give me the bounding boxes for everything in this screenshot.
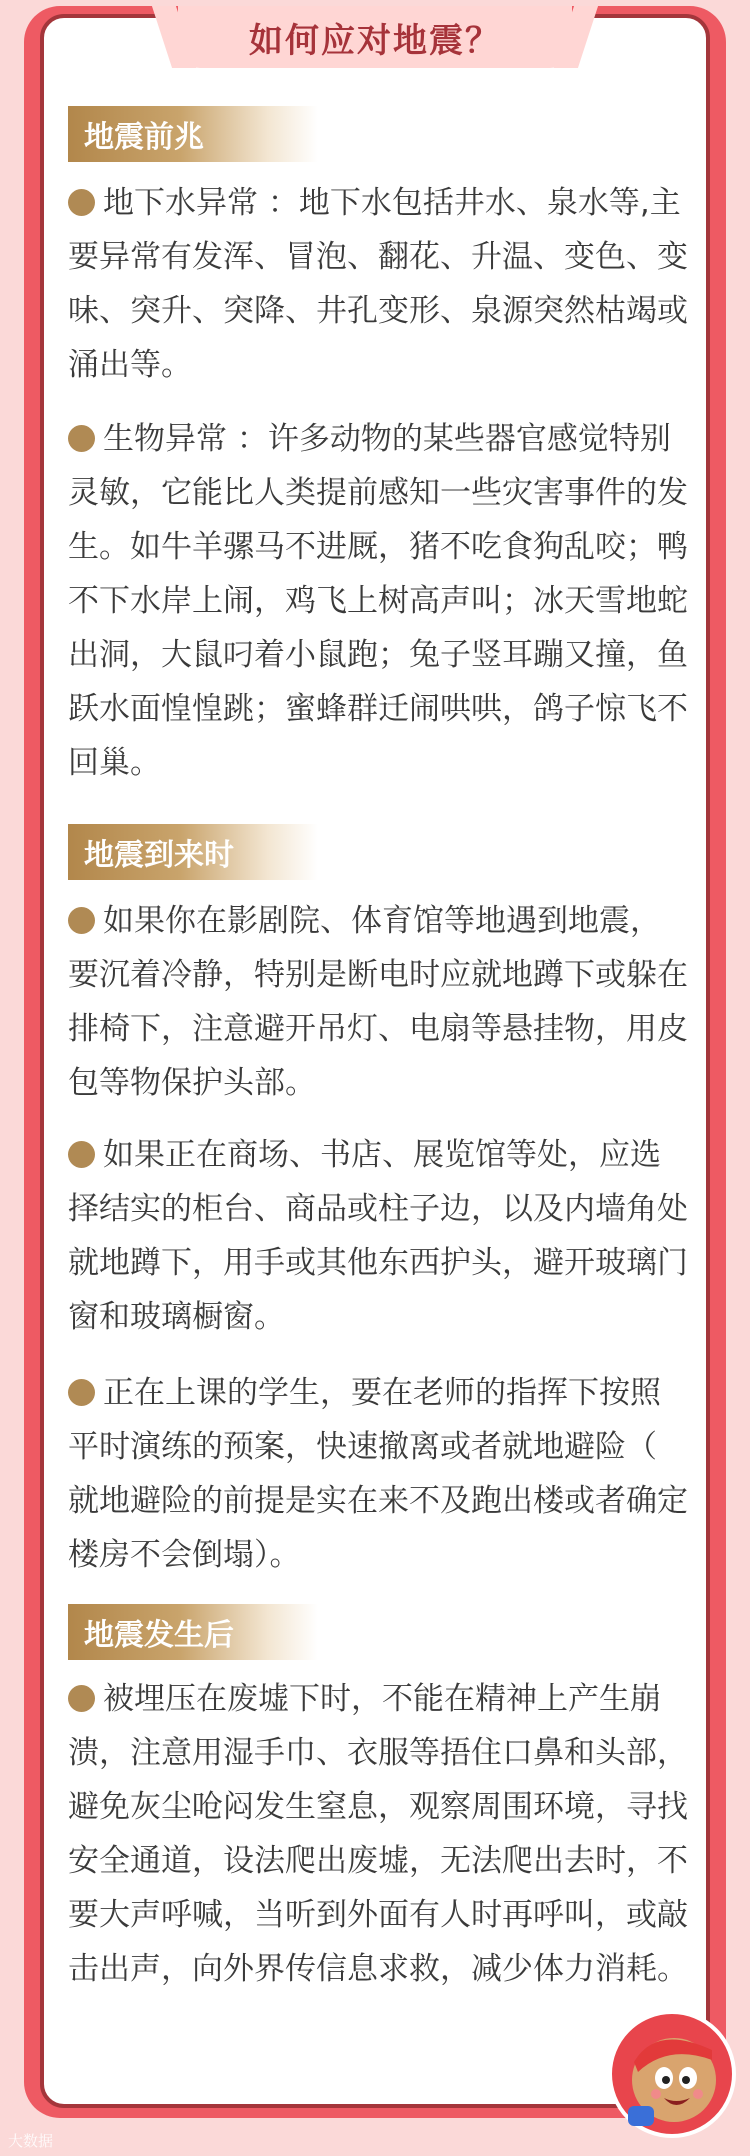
- section-label-during: 地震到来时: [68, 824, 318, 880]
- paragraph: 正在上课的学生，要在老师的指挥下按照平时演练的预案，快速撤离或者就地避险（ 就地避险的前提是实在来不及跑出楼或者确定楼房不会倒塌）。: [68, 1375, 688, 1573]
- bullet-dot-icon: [68, 1685, 95, 1712]
- bullet-dot-icon: [68, 1141, 95, 1168]
- bullet-dot-icon: [68, 425, 95, 452]
- paragraph: 生物异常 ：许多动物的某些器官感觉特别灵敏，它能比人类提前感知一些灾害事件的发生。如牛羊骡马不进厩，猪不吃食狗乱咬；鸭不下水岸上闹，鸡飞上树高声叫；冰天雪地蛇出洞，大鼠叼着小鼠跑；兔子竖耳蹦又撞，鱼跃水面惶惶跳；蜜蜂群迁闹哄哄，鸽子惊飞不回巢。: [68, 421, 688, 781]
- mascot-icon: [608, 2010, 736, 2138]
- bullet-dot-icon: [68, 189, 95, 216]
- paragraph: 如果你在影剧院、体育馆等地遇到地震，要沉着冷静，特别是断电时应就地蹲下或躲在排椅下，注意避开吊灯、电扇等悬挂物，用皮包等物保护头部。: [68, 903, 688, 1101]
- bullet-dot-icon: [68, 907, 95, 934]
- watermark-text: 大数据: [8, 2132, 54, 2150]
- page-title: 如何应对地震？: [178, 6, 572, 68]
- bullet-dot-icon: [68, 1379, 95, 1406]
- section-label-after: 地震发生后: [68, 1604, 318, 1660]
- paragraph: 地下水异常 ：地下水包括井水、泉水等,主要异常有发浑、冒泡、翻花、升温、变色、变味、突升、突降、井孔变形、泉源突然枯竭或涌出等。: [68, 185, 688, 383]
- paragraph: 被埋压在废墟下时，不能在精神上产生崩溃，注意用湿手巾、衣服等捂住口鼻和头部，避免灰尘呛闷发生窒息，观察周围环境，寻找安全通道，设法爬出废墟，无法爬出去时，不要大声呼喊，当听到外面有人时再呼叫，或敲击出声，向外界传信息求救，减少体力消耗。: [68, 1681, 688, 1987]
- paragraph: 如果正在商场、书店、展览馆等处，应选择结实的柜台、商品或柱子边，以及内墙角处就地蹲下，用手或其他东西护头，避开玻璃门窗和玻璃橱窗。: [68, 1137, 688, 1335]
- section-label-precursors: 地震前兆: [68, 106, 318, 162]
